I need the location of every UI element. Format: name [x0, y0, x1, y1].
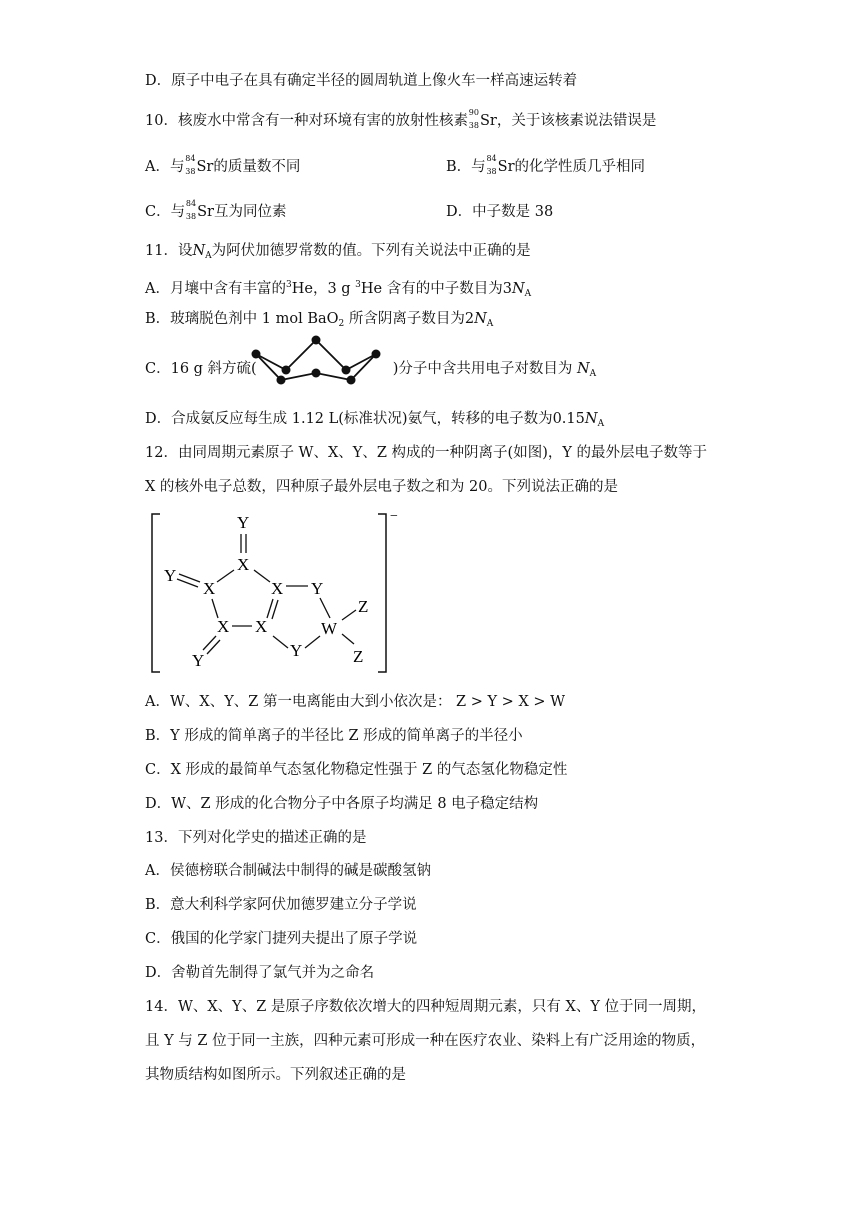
atom-y: Y	[237, 513, 250, 532]
atom-x: X	[271, 579, 284, 598]
q11-option-c: C．16 g 斜方硫( )分子中含共用电子对数目为 $N_A$	[145, 361, 597, 379]
atom-x: X	[217, 617, 230, 636]
q12-anion-structure	[140, 508, 410, 678]
q12-stem-line1: 12．由同周期元素原子 W、X、Y、Z 构成的一种阴离子(如图)，Y 的最外层电子数等于	[145, 445, 708, 461]
q10-option-d: D．中子数是 38	[446, 204, 554, 220]
q10-stem: 10．核废水中常含有一种对环境有害的放射性核素 90 38 Sr，关于该核素说法错误是	[145, 108, 657, 130]
atom-y: Y	[311, 579, 324, 598]
q10-option-b: B．与 84 38 Sr的化学性质几乎相同	[446, 154, 646, 176]
atom-z: Z	[358, 597, 369, 616]
q10-option-c: C．与 84 38 Sr互为同位素	[145, 199, 287, 221]
atom-y: Y	[192, 651, 205, 670]
nuclide-notation: 90 38	[468, 108, 479, 130]
q12-option-d: D．W、Z 形成的化合物分子中各原子均满足 8 电子稳定结构	[145, 796, 539, 812]
q14-stem-line2: 且 Y 与 Z 位于同一主族，四种元素可形成一种在医疗农业、染料上有广泛用途的物质，	[145, 1033, 706, 1049]
q11-option-d: D．合成氨反应每生成 1.12 L(标准状况)氨气，转移的电子数为$0.15N_A$	[145, 411, 605, 429]
q13-option-c: C．俄国的化学家门捷列夫提出了原子学说	[145, 931, 418, 947]
q12-option-a: A．W、X、Y、Z 第一电离能由大到小依次是： Z > Y > X > W	[145, 694, 566, 710]
q11-option-b: B．玻璃脱色剂中 1 mol BaO$_2$ 所含阴离子数目为$2N_A$	[145, 311, 494, 329]
q11-option-a: A．月壤中含有丰富的$^3$He，3 g $^3$He 含有的中子数目为$3N_A$	[145, 280, 532, 299]
atom-x: X	[255, 617, 268, 636]
q12-option-c: C．X 形成的最简单气态氢化物稳定性强于 Z 的气态氢化物稳定性	[145, 762, 568, 778]
q12-stem-line2: X 的核外电子总数，四种原子最外层电子数之和为 20。下列说法正确的是	[145, 479, 618, 495]
q13-option-d: D．舍勒首先制得了氯气并为之命名	[145, 965, 375, 981]
atom-x: X	[203, 579, 216, 598]
q13-option-b: B．意大利科学家阿伏加德罗建立分子学说	[145, 897, 417, 913]
atom-w: W	[321, 619, 338, 638]
q9-option-d: D．原子中电子在具有确定半径的圆周轨道上像火车一样高速运转着	[145, 73, 578, 89]
atom-z: Z	[353, 647, 364, 666]
charge-sign: −	[390, 509, 398, 524]
atom-y: Y	[290, 641, 303, 660]
atom-x: X	[237, 555, 250, 574]
atom-y: Y	[164, 566, 177, 585]
q12-option-b: B．Y 形成的简单离子的半径比 Z 形成的简单离子的半径小	[145, 728, 523, 744]
q13-stem: 13．下列对化学史的描述正确的是	[145, 830, 367, 846]
q14-stem-line3: 其物质结构如图所示。下列叙述正确的是	[145, 1067, 406, 1083]
q14-stem-line1: 14．W、X、Y、Z 是原子序数依次增大的四种短周期元素，只有 X、Y 位于同一周期，	[145, 999, 707, 1015]
s8-crown-structure	[246, 332, 386, 392]
q11-stem: 11．设$N_A$为阿伏加德罗常数的值。下列有关说法中正确的是	[145, 243, 531, 261]
q13-option-a: A．侯德榜联合制碱法中制得的碱是碳酸氢钠	[145, 863, 431, 879]
q10-option-a: A．与 84 38 Sr的质量数不同	[145, 154, 301, 176]
